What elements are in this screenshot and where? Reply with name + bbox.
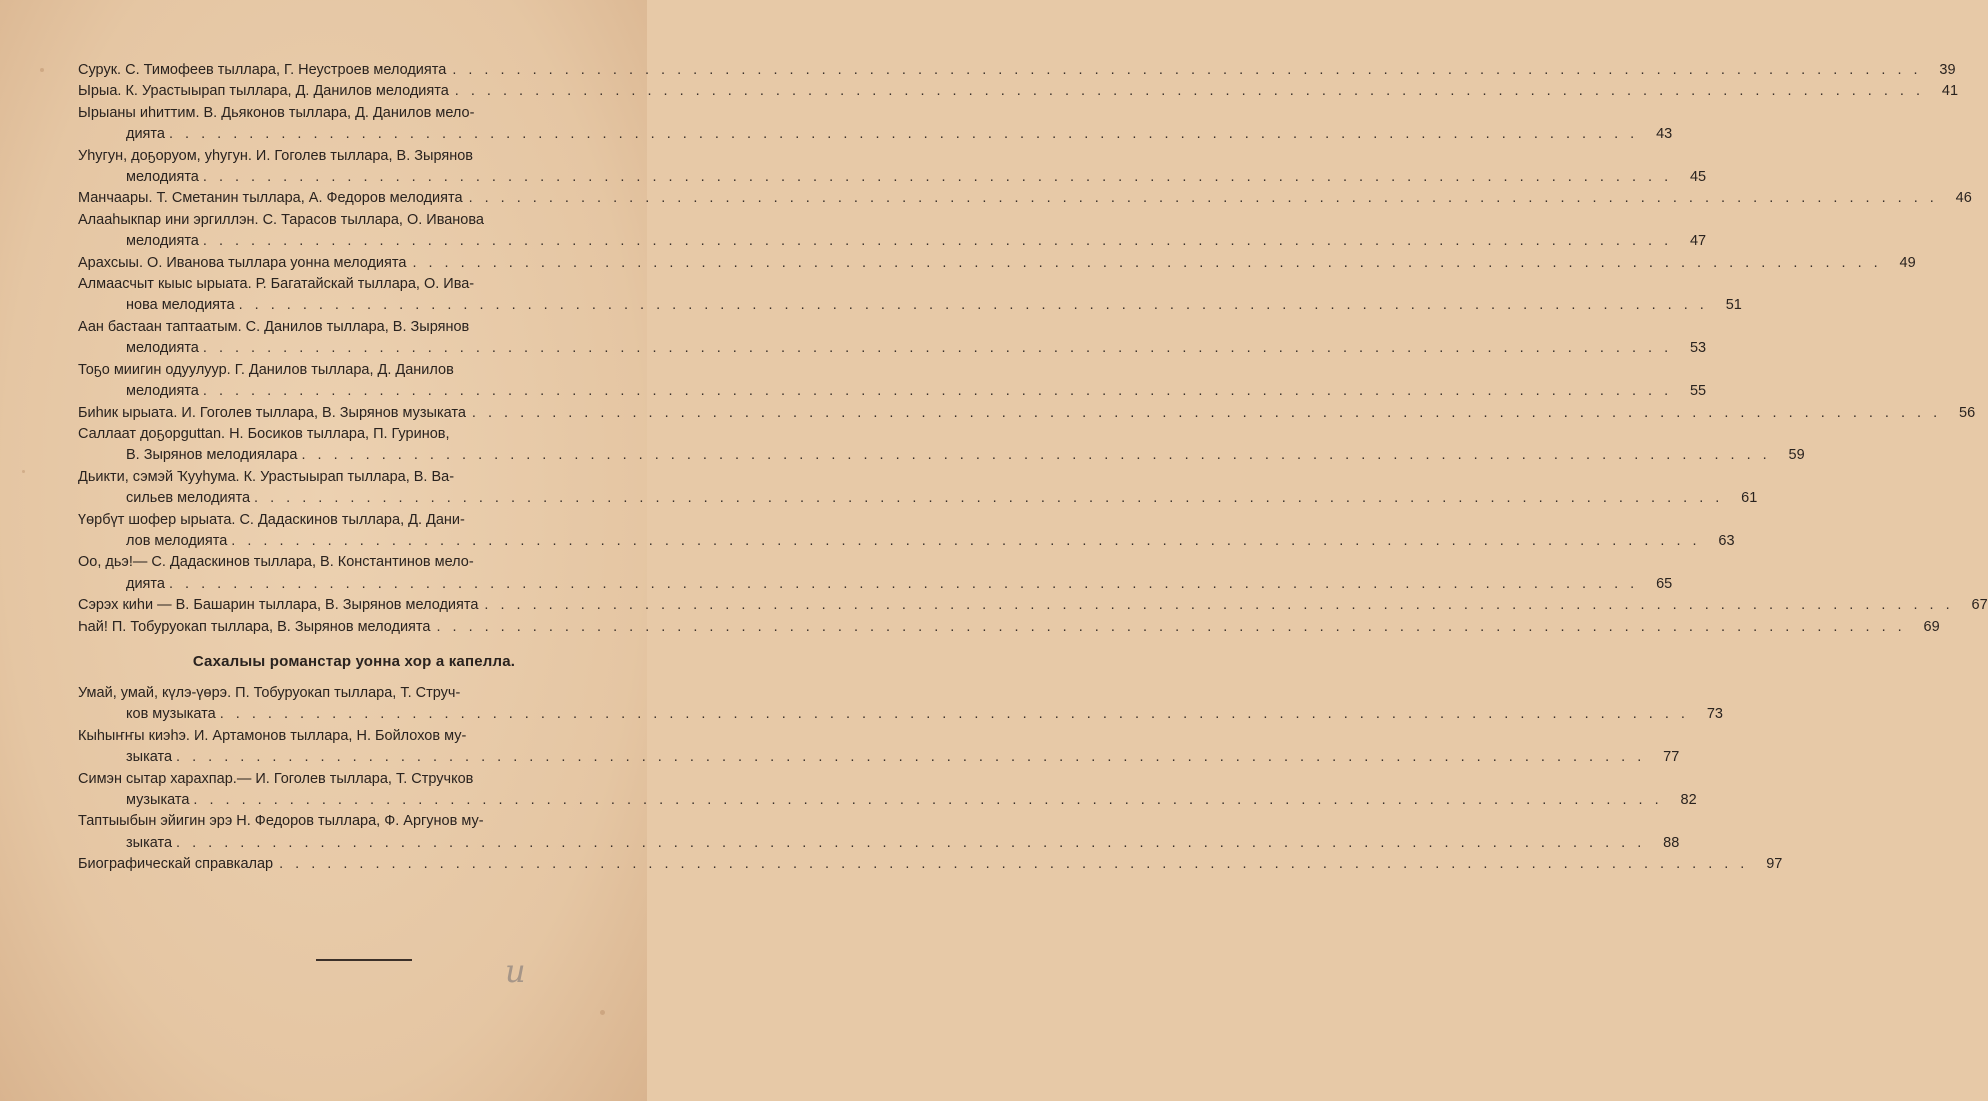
toc-entry-text: Симэн сытар харахпар.— И. Гоголев тыллара, Т. Стручков <box>78 770 474 787</box>
toc-entry-text: Аан бастаан таптаатым. С. Данилов тыллара, В. Зырянов <box>78 318 470 335</box>
toc-entry-text: дията <box>126 126 165 143</box>
page-number: 39 <box>1939 62 1956 78</box>
toc-entry <box>78 552 1673 595</box>
page-number: 97 <box>1766 856 1783 873</box>
paper-spot <box>40 68 44 72</box>
toc-entry-text: Манчаары. Т. Сметанин тыллара, А. Федоров мелодията <box>78 190 463 207</box>
toc-entry-text: Кыһыҥҥы киэһэ. И. Артамонов тыллара, Н. Бойлохов му- <box>78 727 467 744</box>
toc-entry-text: ков музыката <box>126 706 216 723</box>
table-of-contents-songs <box>78 60 1988 638</box>
page-number: 53 <box>1689 340 1707 357</box>
dot-leader <box>239 295 1708 316</box>
page-number: 65 <box>1656 575 1673 592</box>
toc-entry <box>78 146 1707 189</box>
toc-entry <box>78 360 1707 403</box>
toc-entry-text: Тоҕо миигин одуулуур. Г. Данилов тыллара, Д. Данилов <box>78 361 454 378</box>
toc-entry-text: музыката <box>126 792 190 809</box>
page-number: 61 <box>1741 490 1758 507</box>
dot-leader <box>436 617 1905 638</box>
toc-entry-text: нова мелодията <box>126 297 235 314</box>
page-number: 46 <box>1955 190 1972 207</box>
toc-entry-text: Ырыа. К. Урастыырап тыллара, Д. Данилов мелодията <box>78 83 449 100</box>
dot-leader <box>452 60 1921 81</box>
toc-entry-text: В. Зырянов мелодиялара <box>126 447 298 464</box>
toc-entry-text: мелодията <box>126 383 199 400</box>
toc-entry <box>78 424 1805 467</box>
paper-spot <box>22 470 25 473</box>
page-number: 59 <box>1788 447 1805 464</box>
toc-entry-text: зыката <box>126 749 173 766</box>
toc-entry-text: Үөрбүт шофер ырыата. С. Дадаскинов тыллара, Д. Дани- <box>78 511 465 528</box>
dot-leader <box>301 445 1770 466</box>
pencil-mark: и <box>505 952 526 990</box>
toc-entry-text: мелодията <box>126 340 199 357</box>
toc-entry <box>78 811 1680 854</box>
dot-leader <box>176 833 1645 854</box>
dot-leader <box>455 81 1924 102</box>
dot-leader <box>203 381 1672 402</box>
page-number: 45 <box>1689 169 1707 186</box>
page-number: 88 <box>1663 834 1680 851</box>
page-number: 43 <box>1656 126 1673 143</box>
dot-leader <box>469 188 1938 209</box>
toc-entry <box>78 81 1959 102</box>
toc-entry-text: мелодията <box>126 233 199 250</box>
toc-entry-text: Алааһыкпар ини эргиллэн. С. Тарасов тыллара, О. Иванова <box>78 211 484 228</box>
toc-entry <box>78 210 1707 253</box>
toc-entry-text: Ырыаны иһиттим. В. Дьяконов тыллара, Д. Данилов мело- <box>78 104 475 121</box>
page-number: 49 <box>1899 254 1916 271</box>
toc-entry-text: Сэрэх киһи — В. Башарин тыллара, В. Зырянов мелодията <box>78 597 479 614</box>
toc-entry <box>78 317 1707 360</box>
dot-leader <box>279 854 1748 875</box>
dot-leader <box>484 595 1953 616</box>
toc-entry <box>78 253 1916 274</box>
dot-leader <box>412 253 1881 274</box>
dot-leader <box>203 231 1672 252</box>
table-of-contents-romances <box>78 683 1783 876</box>
page-number: 41 <box>1941 83 1959 100</box>
dot-leader <box>193 790 1662 811</box>
dot-leader <box>203 338 1672 359</box>
toc-entry <box>78 726 1680 769</box>
page-number: 73 <box>1706 706 1723 723</box>
divider-rule <box>316 959 412 961</box>
toc-entry-text: зыката <box>126 834 173 851</box>
toc-entry-text: Алмаасчыт кыыс ырыата. Р. Багатайскай тыллара, О. Ива- <box>78 276 475 293</box>
dot-leader <box>169 574 1638 595</box>
page-number: 63 <box>1718 532 1735 549</box>
page-number: 69 <box>1923 618 1940 635</box>
dot-leader <box>220 704 1689 725</box>
toc-entry <box>78 617 1940 638</box>
toc-entry-text: Таптыыбын эйигин эрэ Н. Федоров тыллара, Ф. Аргунов му- <box>78 813 484 830</box>
toc-entry-text: сильев мелодията <box>126 490 251 507</box>
dot-leader <box>472 403 1941 424</box>
dot-leader <box>231 531 1700 552</box>
toc-entry-text: Саллаат доҕорguttan. Н. Босиков тыллара, П. Гуринов, <box>78 425 450 442</box>
toc-entry <box>78 467 1758 510</box>
toc-entry <box>78 683 1723 726</box>
page-number: 82 <box>1680 792 1697 809</box>
page-number: 51 <box>1725 297 1742 314</box>
toc-entry-text: мелодията <box>126 169 199 186</box>
toc-entry-text: лов мелодията <box>126 532 228 549</box>
toc-entry <box>78 274 1742 317</box>
page-number: 67 <box>1971 597 1988 614</box>
dot-leader <box>203 167 1672 188</box>
section-heading: Сахалыы романстар уонна хор а капелла. <box>192 653 516 670</box>
page-number: 77 <box>1663 749 1680 766</box>
dot-leader <box>176 747 1645 768</box>
toc-entry <box>78 595 1988 616</box>
toc-entry-text: Уһугун, доҕоруом, уһугун. И. Гоголев тыллара, В. Зырянов <box>78 147 473 164</box>
page-number: 56 <box>1959 404 1976 421</box>
toc-entry-text: дията <box>126 575 165 592</box>
toc-entry-text: Оо, дьэ!— С. Дадаскинов тыллара, В. Константинов мело- <box>78 554 474 571</box>
toc-entry <box>78 403 1976 424</box>
dot-leader <box>254 488 1723 509</box>
page-number: 47 <box>1689 233 1707 250</box>
toc-entry <box>78 60 1956 81</box>
toc-entry-text: Дьикти, сэмэй Ҡууһума. К. Урастыырап тыллара, В. Ва- <box>78 468 455 485</box>
toc-entry-text: Биһик ырыата. И. Гоголев тыллара, В. Зырянов музыката <box>78 404 466 421</box>
dot-leader <box>169 124 1638 145</box>
toc-entry-text: Сурук. С. Тимофеев тыллара, Г. Неустроев мелодията <box>78 62 447 78</box>
toc-entry <box>78 769 1697 812</box>
toc-entry <box>78 510 1735 553</box>
toc-entry-text: Һай! П. Тобуруокап тыллара, В. Зырянов мелодията <box>78 618 431 635</box>
toc-entry <box>78 103 1673 146</box>
page-number: 55 <box>1689 383 1707 400</box>
toc-entry <box>78 854 1783 875</box>
toc-entry <box>78 188 1972 209</box>
toc-entry-text: Биографическай справкалар <box>78 856 274 873</box>
toc-entry-text: Умай, умай, күлэ-үөрэ. П. Тобуруокап тыллара, Т. Струч- <box>78 685 461 701</box>
toc-entry-text: Арахсыы. О. Иванова тыллара уонна мелодията <box>78 254 407 271</box>
paper-spot <box>600 1010 605 1015</box>
